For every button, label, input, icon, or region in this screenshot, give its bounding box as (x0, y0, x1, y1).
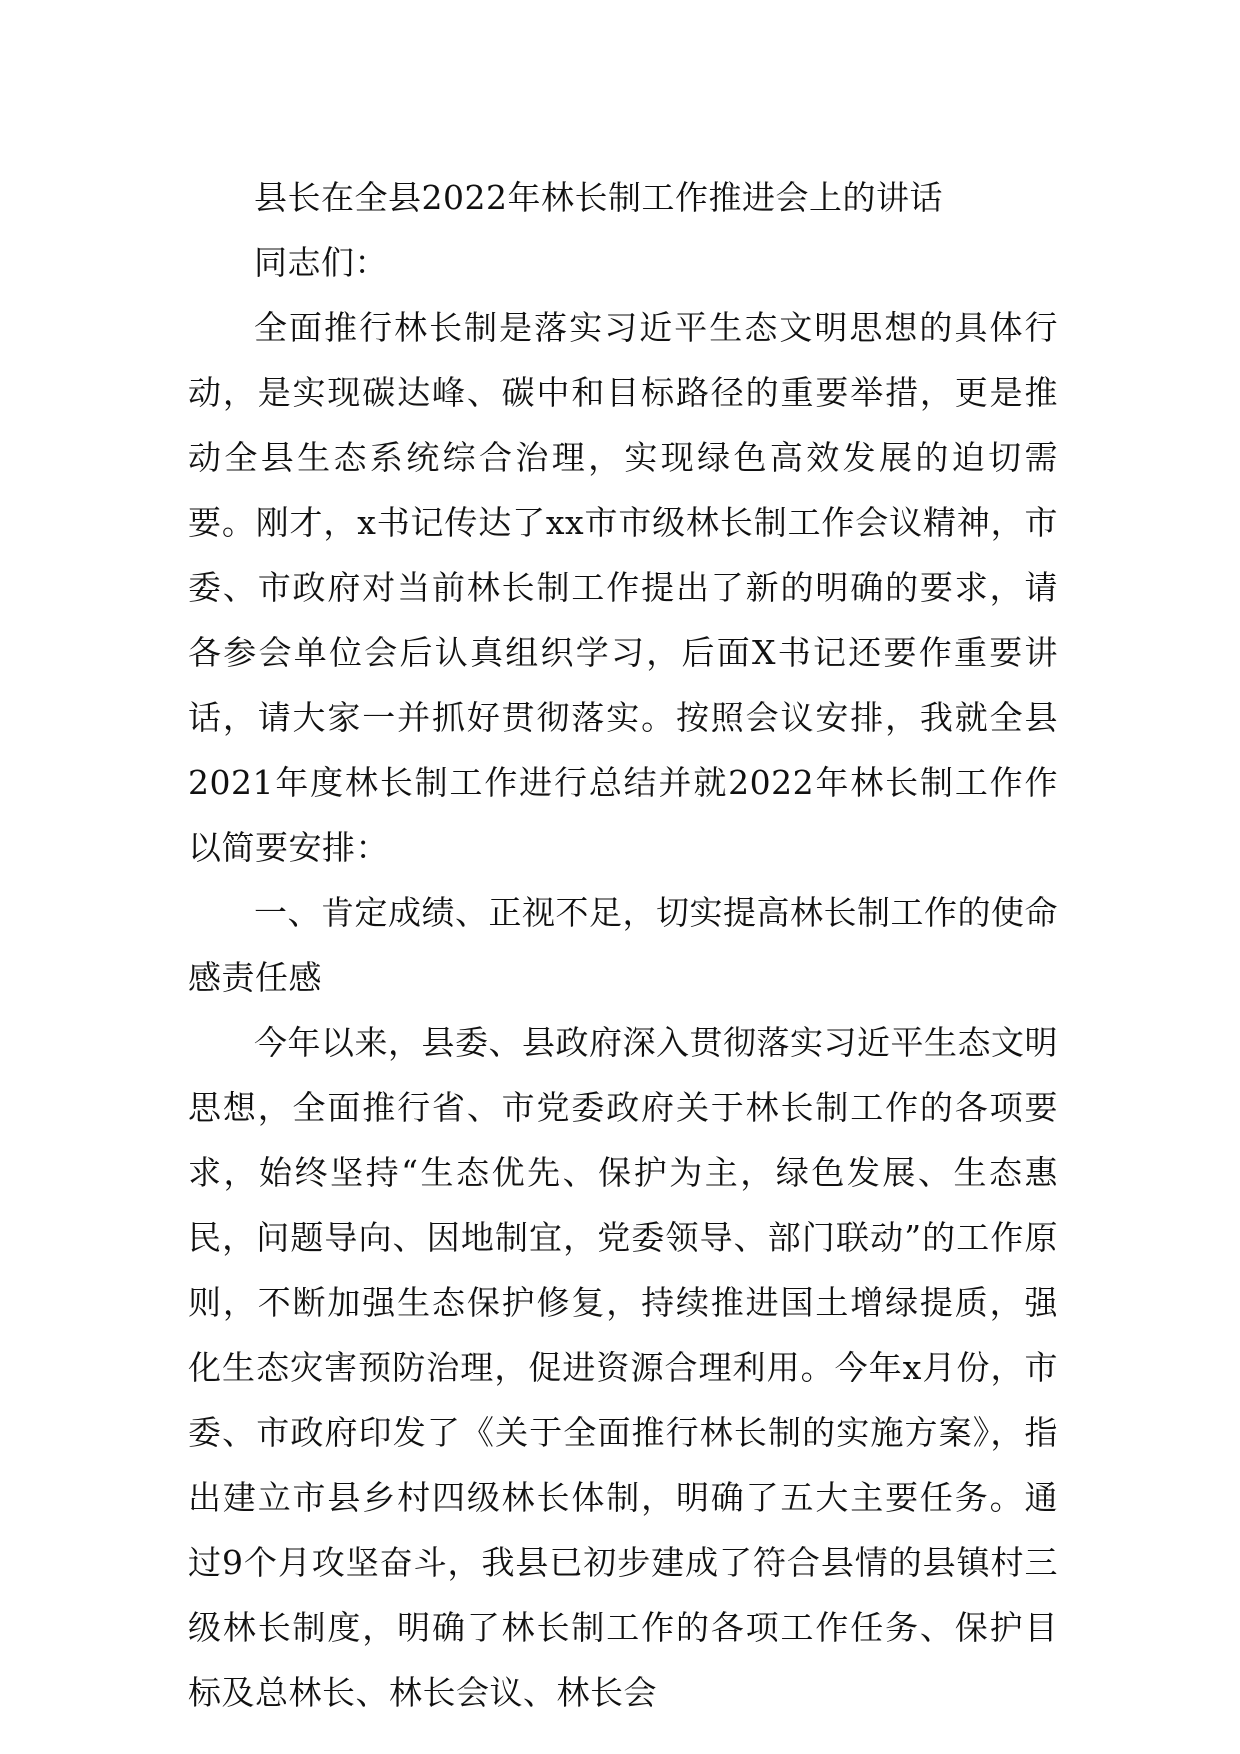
body-paragraph-intro: 全面推行林长制是落实习近平生态文明思想的具体行动，是实现碳达峰、碳中和目标路径的重要举措，更是推动全县生态系统综合治理，实现绿色高效发展的迫切需要。刚才，x书记传达了xx市市级林长制工作会议精神，市委、市政府对当前林长制工作提出了新的明确的要求，请各参会单位会后认真组织学习，后面X书记还要作重要讲话，请大家一并抓好贯彻落实。按照会议安排，我就全县2021年度林长制工作进行总结并就2022年林长制工作作以简要安排： (188, 308, 1058, 867)
body-paragraph-achievements: 今年以来，县委、县政府深入贯彻落实习近平生态文明思想，全面推行省、市党委政府关于林长制工作的各项要求，始终坚持“生态优先、保护为主，绿色发展、生态惠民，问题导向、因地制宜，党委领导、部门联动”的工作原则，不断加强生态保护修复，持续推进国土增绿提质，强化生态灾害预防治理，促进资源合理利用。今年x月份，市委、市政府印发了《关于全面推行林长制的实施方案》，指出建立市县乡村四级林长体制，明确了五大主要任务。通过9个月攻坚奋斗，我县已初步建成了符合县情的县镇村三级林长制度，明确了林长制工作的各项工作任务、保护目标及总林长、林长会议、林长会 (188, 1023, 1058, 1712)
section-heading-one: 一、肯定成绩、正视不足，切实提高林长制工作的使命感责任感 (188, 893, 1058, 997)
document-title: 县长在全县2022年林长制工作推进会上的讲话 (254, 178, 943, 217)
salutation: 同志们： (254, 243, 388, 282)
document-body (188, 165, 1058, 1725)
